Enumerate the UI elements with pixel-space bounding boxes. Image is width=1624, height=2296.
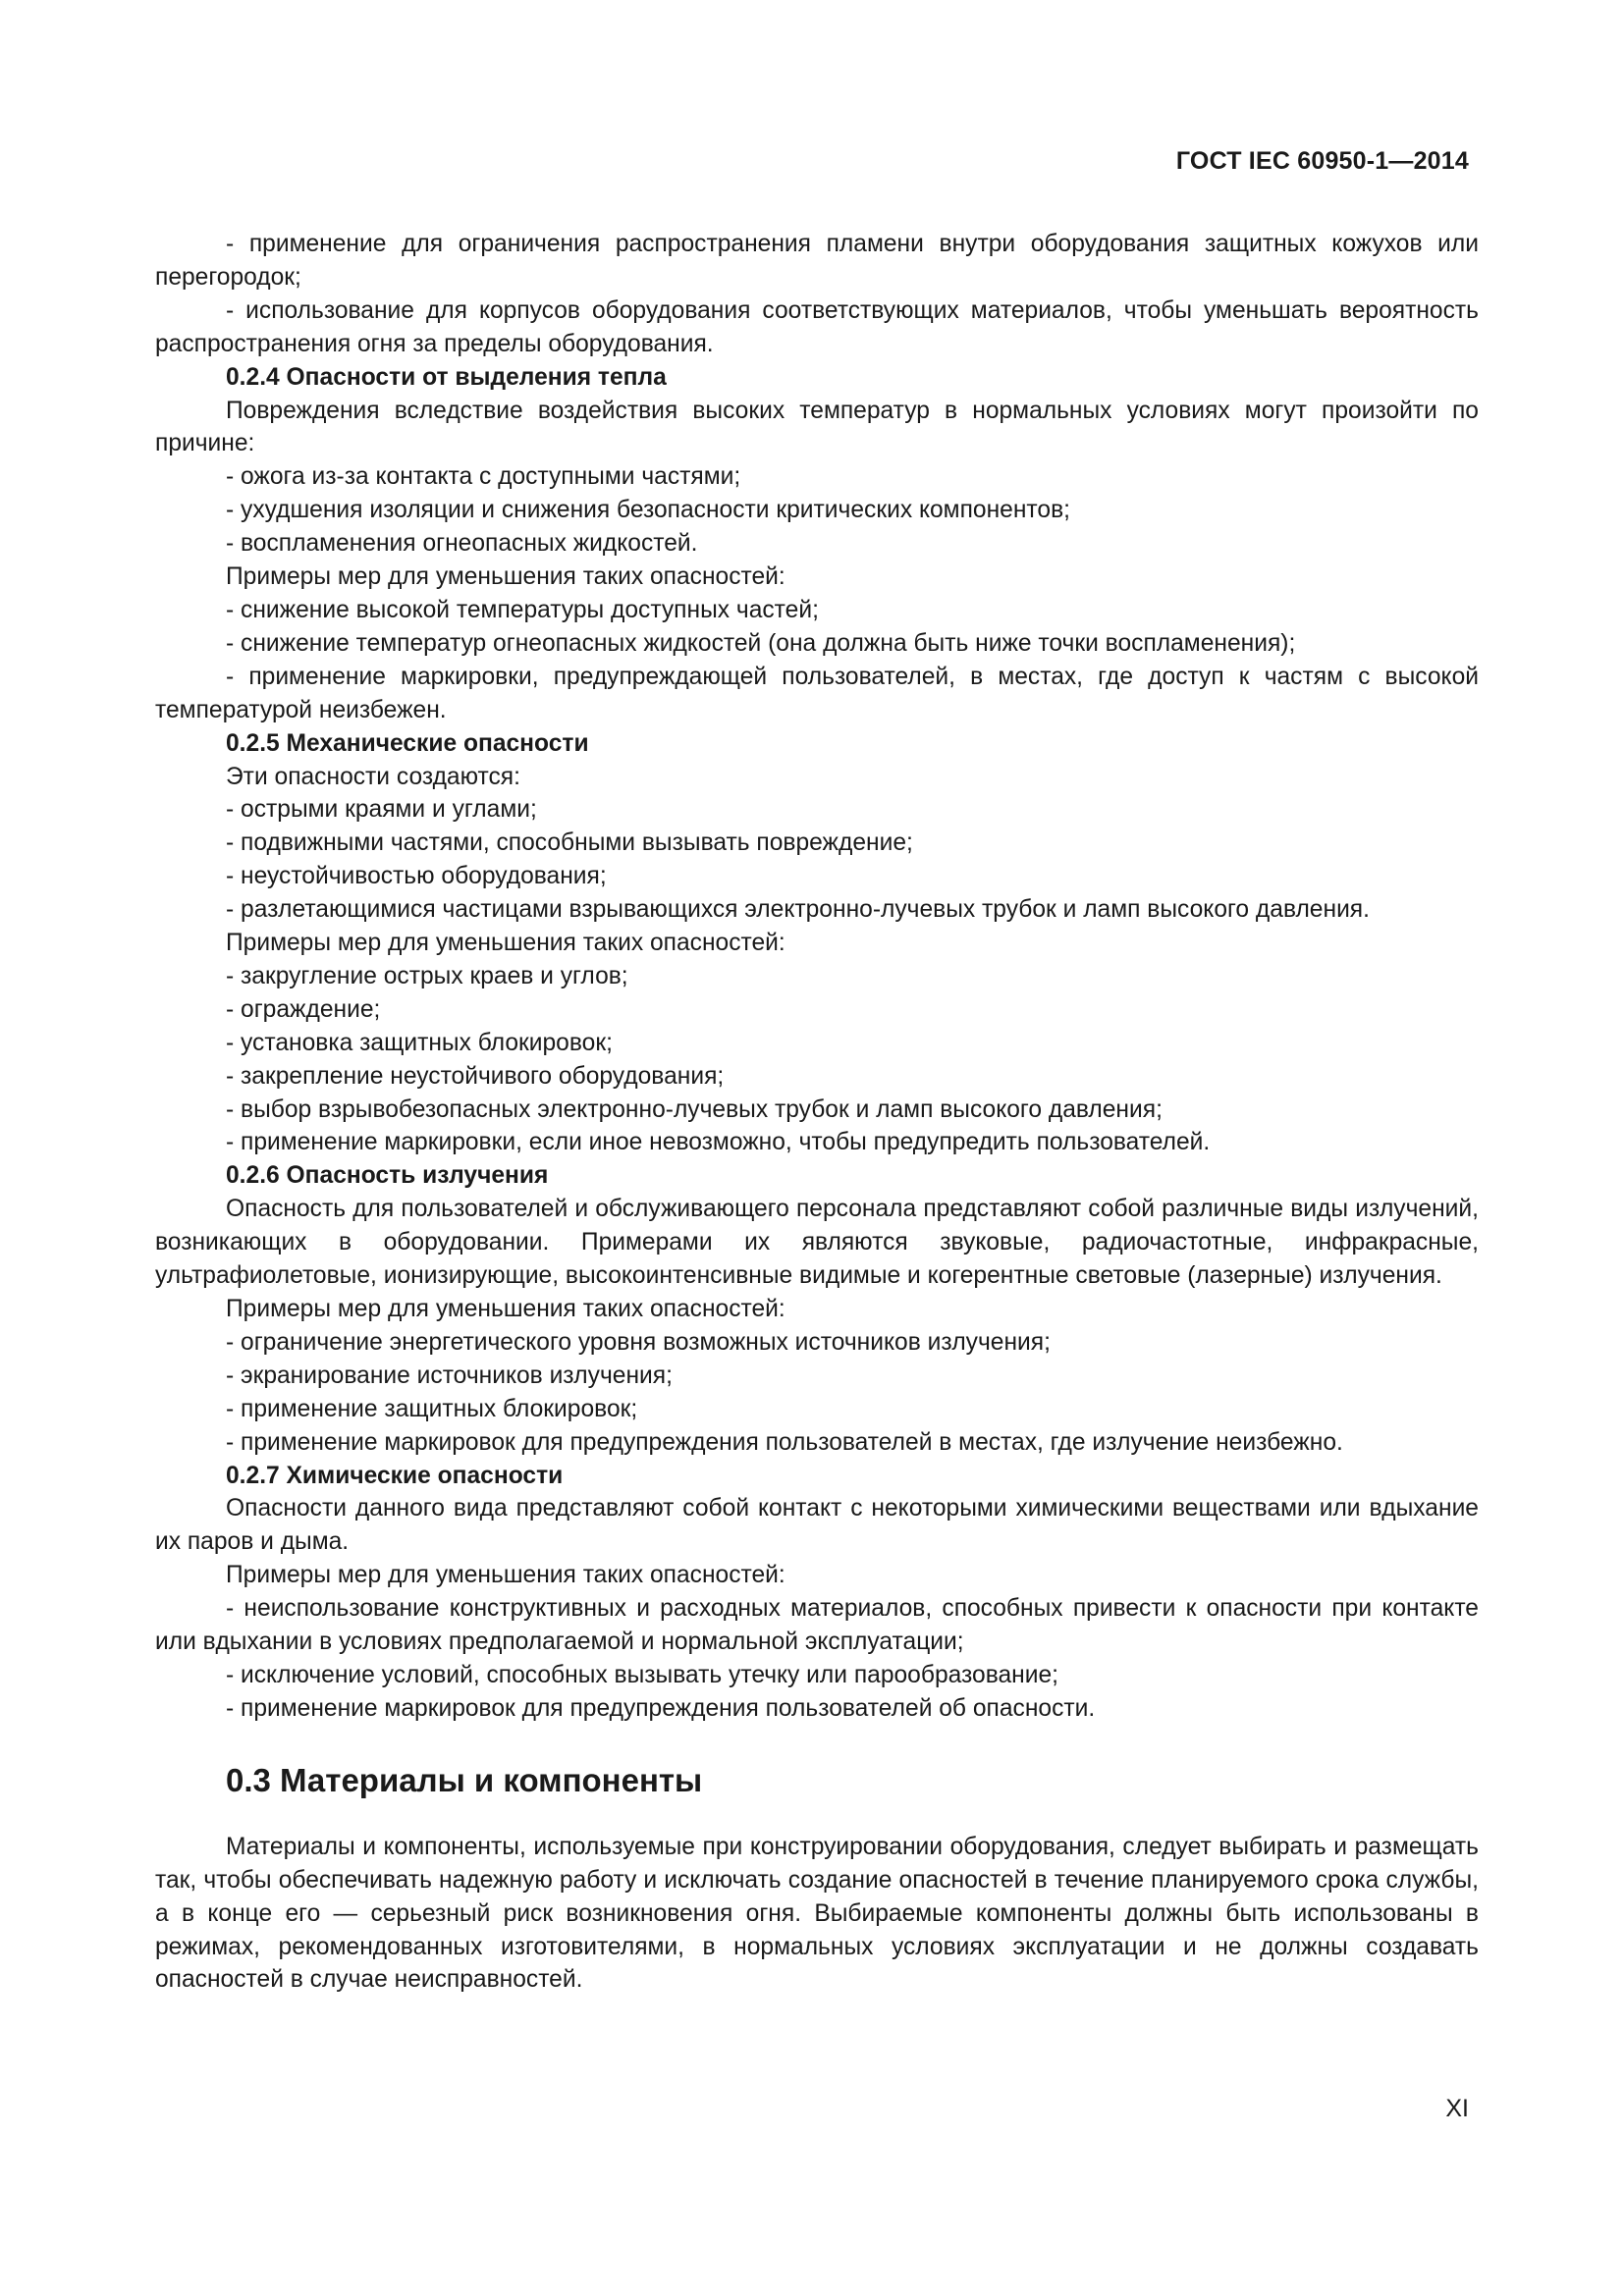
list-item: - применение маркировок для предупреждения пользователей в местах, где излучение неизбежно. [226,1428,1343,1456]
list-item: - использование для корпусов оборудования соответствующих материалов, чтобы уменьшать вероятность распространения огня за пределы оборудования. [155,296,1479,357]
document-header: ГОСТ IEC 60950-1—2014 [1175,147,1469,175]
list-item: - снижение температур огнеопасных жидкостей (она должна быть ниже точки воспламенения); [226,629,1296,657]
subsection-heading: 0.2.4 Опасности от выделения тепла [226,363,667,391]
list-item: - применение маркировки, предупреждающей пользователей, в местах, где доступ к частям с высокой температурой неизбежен. [155,663,1479,723]
list-item: - применение маркировки, если иное невозможно, чтобы предупредить пользователей. [226,1129,1211,1156]
list-item: - выбор взрывобезопасных электронно-лучевых трубок и ламп высокого давления; [226,1095,1163,1123]
list-item: - подвижными частями, способными вызывать повреждение; [226,829,913,857]
list-item: - ухудшения изоляции и снижения безопасности критических компонентов; [226,497,1070,524]
paragraph: Примеры мер для уменьшения таких опасностей: [226,1296,785,1322]
list-item: - снижение высокой температуры доступных частей; [226,596,819,623]
paragraph: Примеры мер для уменьшения таких опасностей: [226,1562,785,1589]
list-item: - применение маркировок для предупреждения пользователей об опасности. [226,1694,1096,1722]
list-item: - ожога из-за контакта с доступными частями; [226,463,741,491]
list-item: - неиспользование конструктивных и расходных материалов, способных привести к опасности при контакте или вдыхании в условиях предполагаемой и нормальной эксплуатации; [155,1595,1479,1656]
list-item: - исключение условий, способных вызывать утечку или парообразование; [226,1661,1059,1688]
page-number: XI [1445,2095,1469,2122]
paragraph: Повреждения вследствие воздействия высоких температур в нормальных условиях могут произойти по причине: [155,397,1479,457]
list-item: - установка защитных блокировок; [226,1029,613,1056]
list-item: - острыми краями и углами; [226,796,537,824]
subsection-heading: 0.2.6 Опасность излучения [226,1162,549,1190]
list-item: - экранирование источников излучения; [226,1362,673,1389]
paragraph: Примеры мер для уменьшения таких опасностей: [226,930,785,957]
document-body [155,228,1479,1997]
list-item: - воспламенения огнеопасных жидкостей. [226,530,698,558]
paragraph: Эти опасности создаются: [226,763,520,790]
list-item: - неустойчивостью оборудования; [226,863,607,890]
list-item: - закрепление неустойчивого оборудования; [226,1062,725,1090]
list-item: - закругление острых краев и углов; [226,962,628,989]
list-item: - разлетающимися частицами взрывающихся электронно-лучевых трубок и ламп высокого давления. [226,896,1370,924]
paragraph: Материалы и компоненты, используемые при конструировании оборудования, следует выбирать и размещать так, чтобы обеспечивать надежную работу и исключать создание опасностей в течение планируемого срока службы, а в конце его — серьезный риск возникновения огня. Выбираемые компоненты должны быть использованы в режимах, рекомендованных изготовителями, в нормальных условиях эксплуатации и не должны создавать опасностей в случае неисправностей. [155,1833,1479,1994]
subsection-heading: 0.2.5 Механические опасности [226,729,589,757]
paragraph: Опасности данного вида представляют собой контакт с некоторыми химическими веществами или вдыхание их паров и дыма. [155,1495,1479,1556]
section-heading: 0.3 Материалы и компоненты [226,1761,703,1798]
list-item: - ограждение; [226,995,381,1023]
list-item: - ограничение энергетического уровня возможных источников излучения; [226,1328,1051,1356]
paragraph: Опасность для пользователей и обслуживающего персонала представляют собой различные виды излучений, возникающих в оборудовании. Примерами их являются звуковые, радиочастотные, инфракрасные, ультрафиолетовые, ионизирующие, высокоинтенсивные видимые и когерентные световые (лазерные) излучения. [155,1196,1479,1290]
paragraph: Примеры мер для уменьшения таких опасностей: [226,563,785,591]
list-item: - применение для ограничения распространения пламени внутри оборудования защитных кожухов или перегородок; [155,231,1479,291]
subsection-heading: 0.2.7 Химические опасности [226,1462,564,1489]
list-item: - применение защитных блокировок; [226,1395,638,1422]
